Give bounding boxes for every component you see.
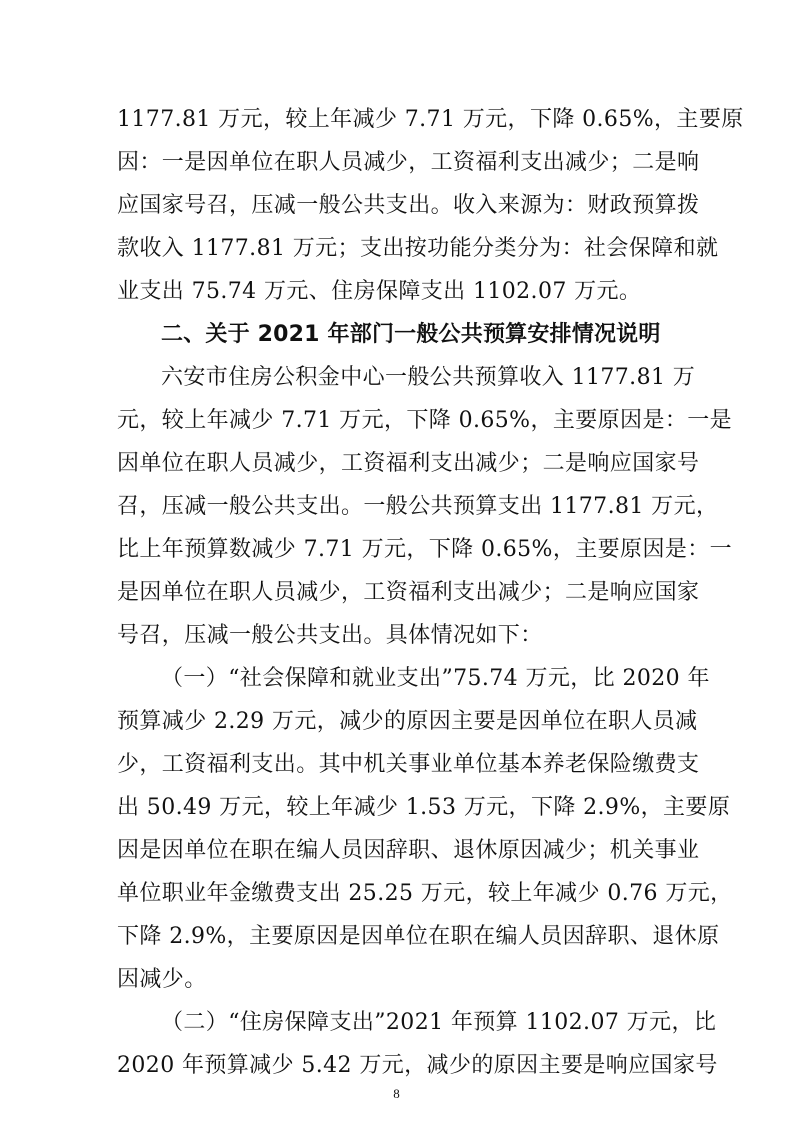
paragraph-4-line-2: 2020 年预算减少 5.42 万元，减少的原因主要是响应国家号 xyxy=(117,1053,718,1078)
paragraph-1-line-5: 业支出 75.74 万元、住房保障支出 1102.07 万元。 xyxy=(117,279,642,304)
section-heading: 二、关于 2021 年部门一般公共预算安排情况说明 xyxy=(161,322,661,347)
page-number: 8 xyxy=(393,1086,400,1101)
paragraph-3-line-8: 因减少。 xyxy=(117,967,207,992)
paragraph-2-line-5: 比上年预算数减少 7.71 万元，下降 0.65%，主要原因是：一 xyxy=(117,537,733,562)
paragraph-1-line-1: 1177.81 万元，较上年减少 7.71 万元，下降 0.65%，主要原 xyxy=(117,107,744,132)
paragraph-4-line-1: （二）“住房保障支出”2021 年预算 1102.07 万元，比 xyxy=(161,1010,717,1035)
paragraph-3-line-7: 下降 2.9%，主要原因是因单位在职在编人员因辞职、退休原 xyxy=(117,924,720,949)
paragraph-1-line-3: 应国家号召，压减一般公共支出。收入来源为：财政预算拨 xyxy=(117,193,700,218)
paragraph-2-line-6: 是因单位在职人员减少，工资福利支出减少；二是响应国家 xyxy=(117,580,700,605)
paragraph-2-line-3: 因单位在职人员减少，工资福利支出减少；二是响应国家号 xyxy=(117,451,700,476)
paragraph-2-line-7: 号召，压减一般公共支出。具体情况如下： xyxy=(117,623,543,648)
paragraph-3-line-1: （一）“社会保障和就业支出”75.74 万元，比 2020 年 xyxy=(161,666,710,691)
paragraph-1-line-2: 因：一是因单位在职人员减少，工资福利支出减少；二是响 xyxy=(117,150,700,175)
paragraph-2-line-1: 六安市住房公积金中心一般公共预算收入 1177.81 万 xyxy=(161,365,696,390)
paragraph-2-line-2: 元，较上年减少 7.71 万元，下降 0.65%，主要原因是：一是 xyxy=(117,408,733,433)
paragraph-3-line-6: 单位职业年金缴费支出 25.25 万元，较上年减少 0.76 万元， xyxy=(117,881,733,906)
paragraph-3-line-4: 出 50.49 万元，较上年减少 1.53 万元，下降 2.9%，主要原 xyxy=(117,795,731,820)
paragraph-3-line-5: 因是因单位在职在编人员因辞职、退休原因减少；机关事业 xyxy=(117,838,700,863)
paragraph-2-line-4: 召，压减一般公共支出。一般公共预算支出 1177.81 万元， xyxy=(117,494,719,519)
paragraph-3-line-3: 少，工资福利支出。其中机关事业单位基本养老保险缴费支 xyxy=(117,752,700,777)
paragraph-3-line-2: 预算减少 2.29 万元，减少的原因主要是因单位在职人员减 xyxy=(117,709,698,734)
paragraph-1-line-4: 款收入 1177.81 万元；支出按功能分类分为：社会保障和就 xyxy=(117,236,719,261)
